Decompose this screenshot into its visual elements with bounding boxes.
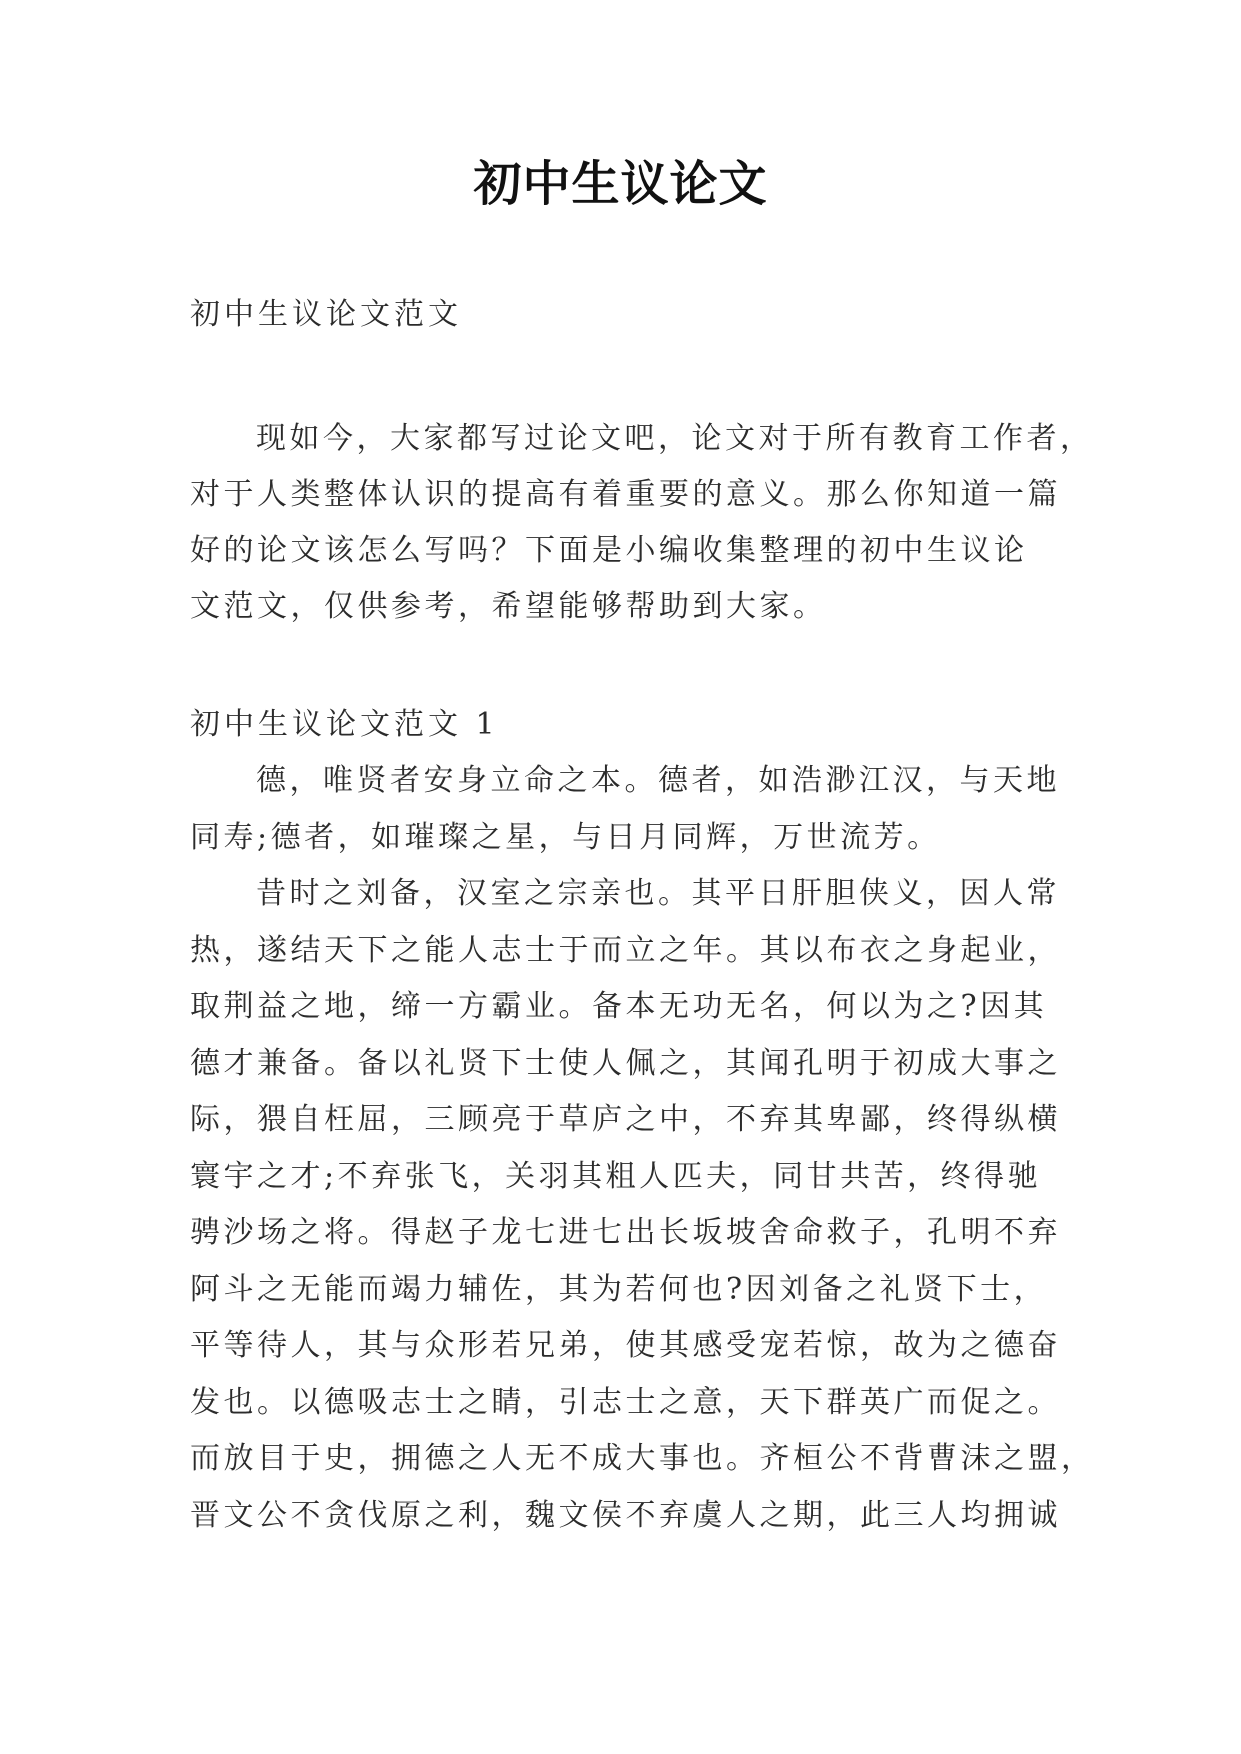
- body-line: 取荆益之地，缔一方霸业。备本无功无名，何以为之?因其: [190, 989, 1048, 1024]
- intro-paragraph: [190, 411, 1094, 635]
- body-line: 寰宇之才;不弃张飞，关羽其粗人匹夫，同甘共苦，终得驰: [190, 1158, 1042, 1194]
- body-line: 同寿;德者，如璀璨之星，与日月同辉，万世流芳。: [190, 819, 941, 855]
- body-line: 骋沙场之将。得赵子龙七进七出长坂坡舍命救子，孔明不弃: [190, 1215, 1061, 1250]
- body-line: 德，唯贤者安身立命之本。德者，如浩渺江汉，与天地: [256, 763, 1060, 798]
- body-line: 晋文公不贪伐原之利，魏文侯不弃虞人之期，此三人均拥诚: [190, 1497, 1061, 1533]
- body-line: 热，遂结天下之能人志士于而立之年。其以布衣之身起业，: [190, 932, 1061, 968]
- body-line: 际，猥自枉屈，三顾亮于草庐之中，不弃其卑鄙，终得纵横: [190, 1102, 1061, 1137]
- essay-body: [190, 753, 1095, 1544]
- body-line: 发也。以德吸志士之睛，引志士之意，天下群英广而促之。: [190, 1384, 1061, 1420]
- document-title: 初中生议论文: [473, 156, 768, 212]
- body-line: 阿斗之无能而竭力辅佐，其为若何也?因刘备之礼贤下士，: [190, 1271, 1048, 1307]
- intro-line: 好的论文该怎么写吗？下面是小编收集整理的初中生议论: [190, 533, 1028, 568]
- intro-line: 现如今，大家都写过论文吧，论文对于所有教育工作者，: [256, 421, 1094, 456]
- intro-line: 文范文，仅供参考，希望能够帮助到大家。: [190, 589, 827, 624]
- section-heading: 初中生议论文范文 1: [190, 707, 499, 742]
- body-line: 德才兼备。备以礼贤下士使人佩之，其闻孔明于初成大事之: [190, 1045, 1061, 1081]
- body-line: 平等待人，其与众形若兄弟，使其感受宠若惊，故为之德奋: [190, 1328, 1061, 1363]
- intro-line: 对于人类整体认识的提高有着重要的意义。那么你知道一篇: [190, 477, 1061, 512]
- body-line: 而放目于史，拥德之人无不成大事也。齐桓公不背曹沫之盟，: [190, 1441, 1095, 1476]
- document-subtitle: 初中生议论文范文: [190, 297, 462, 332]
- body-line: 昔时之刘备，汉室之宗亲也。其平日肝胆侠义，因人常: [256, 876, 1060, 911]
